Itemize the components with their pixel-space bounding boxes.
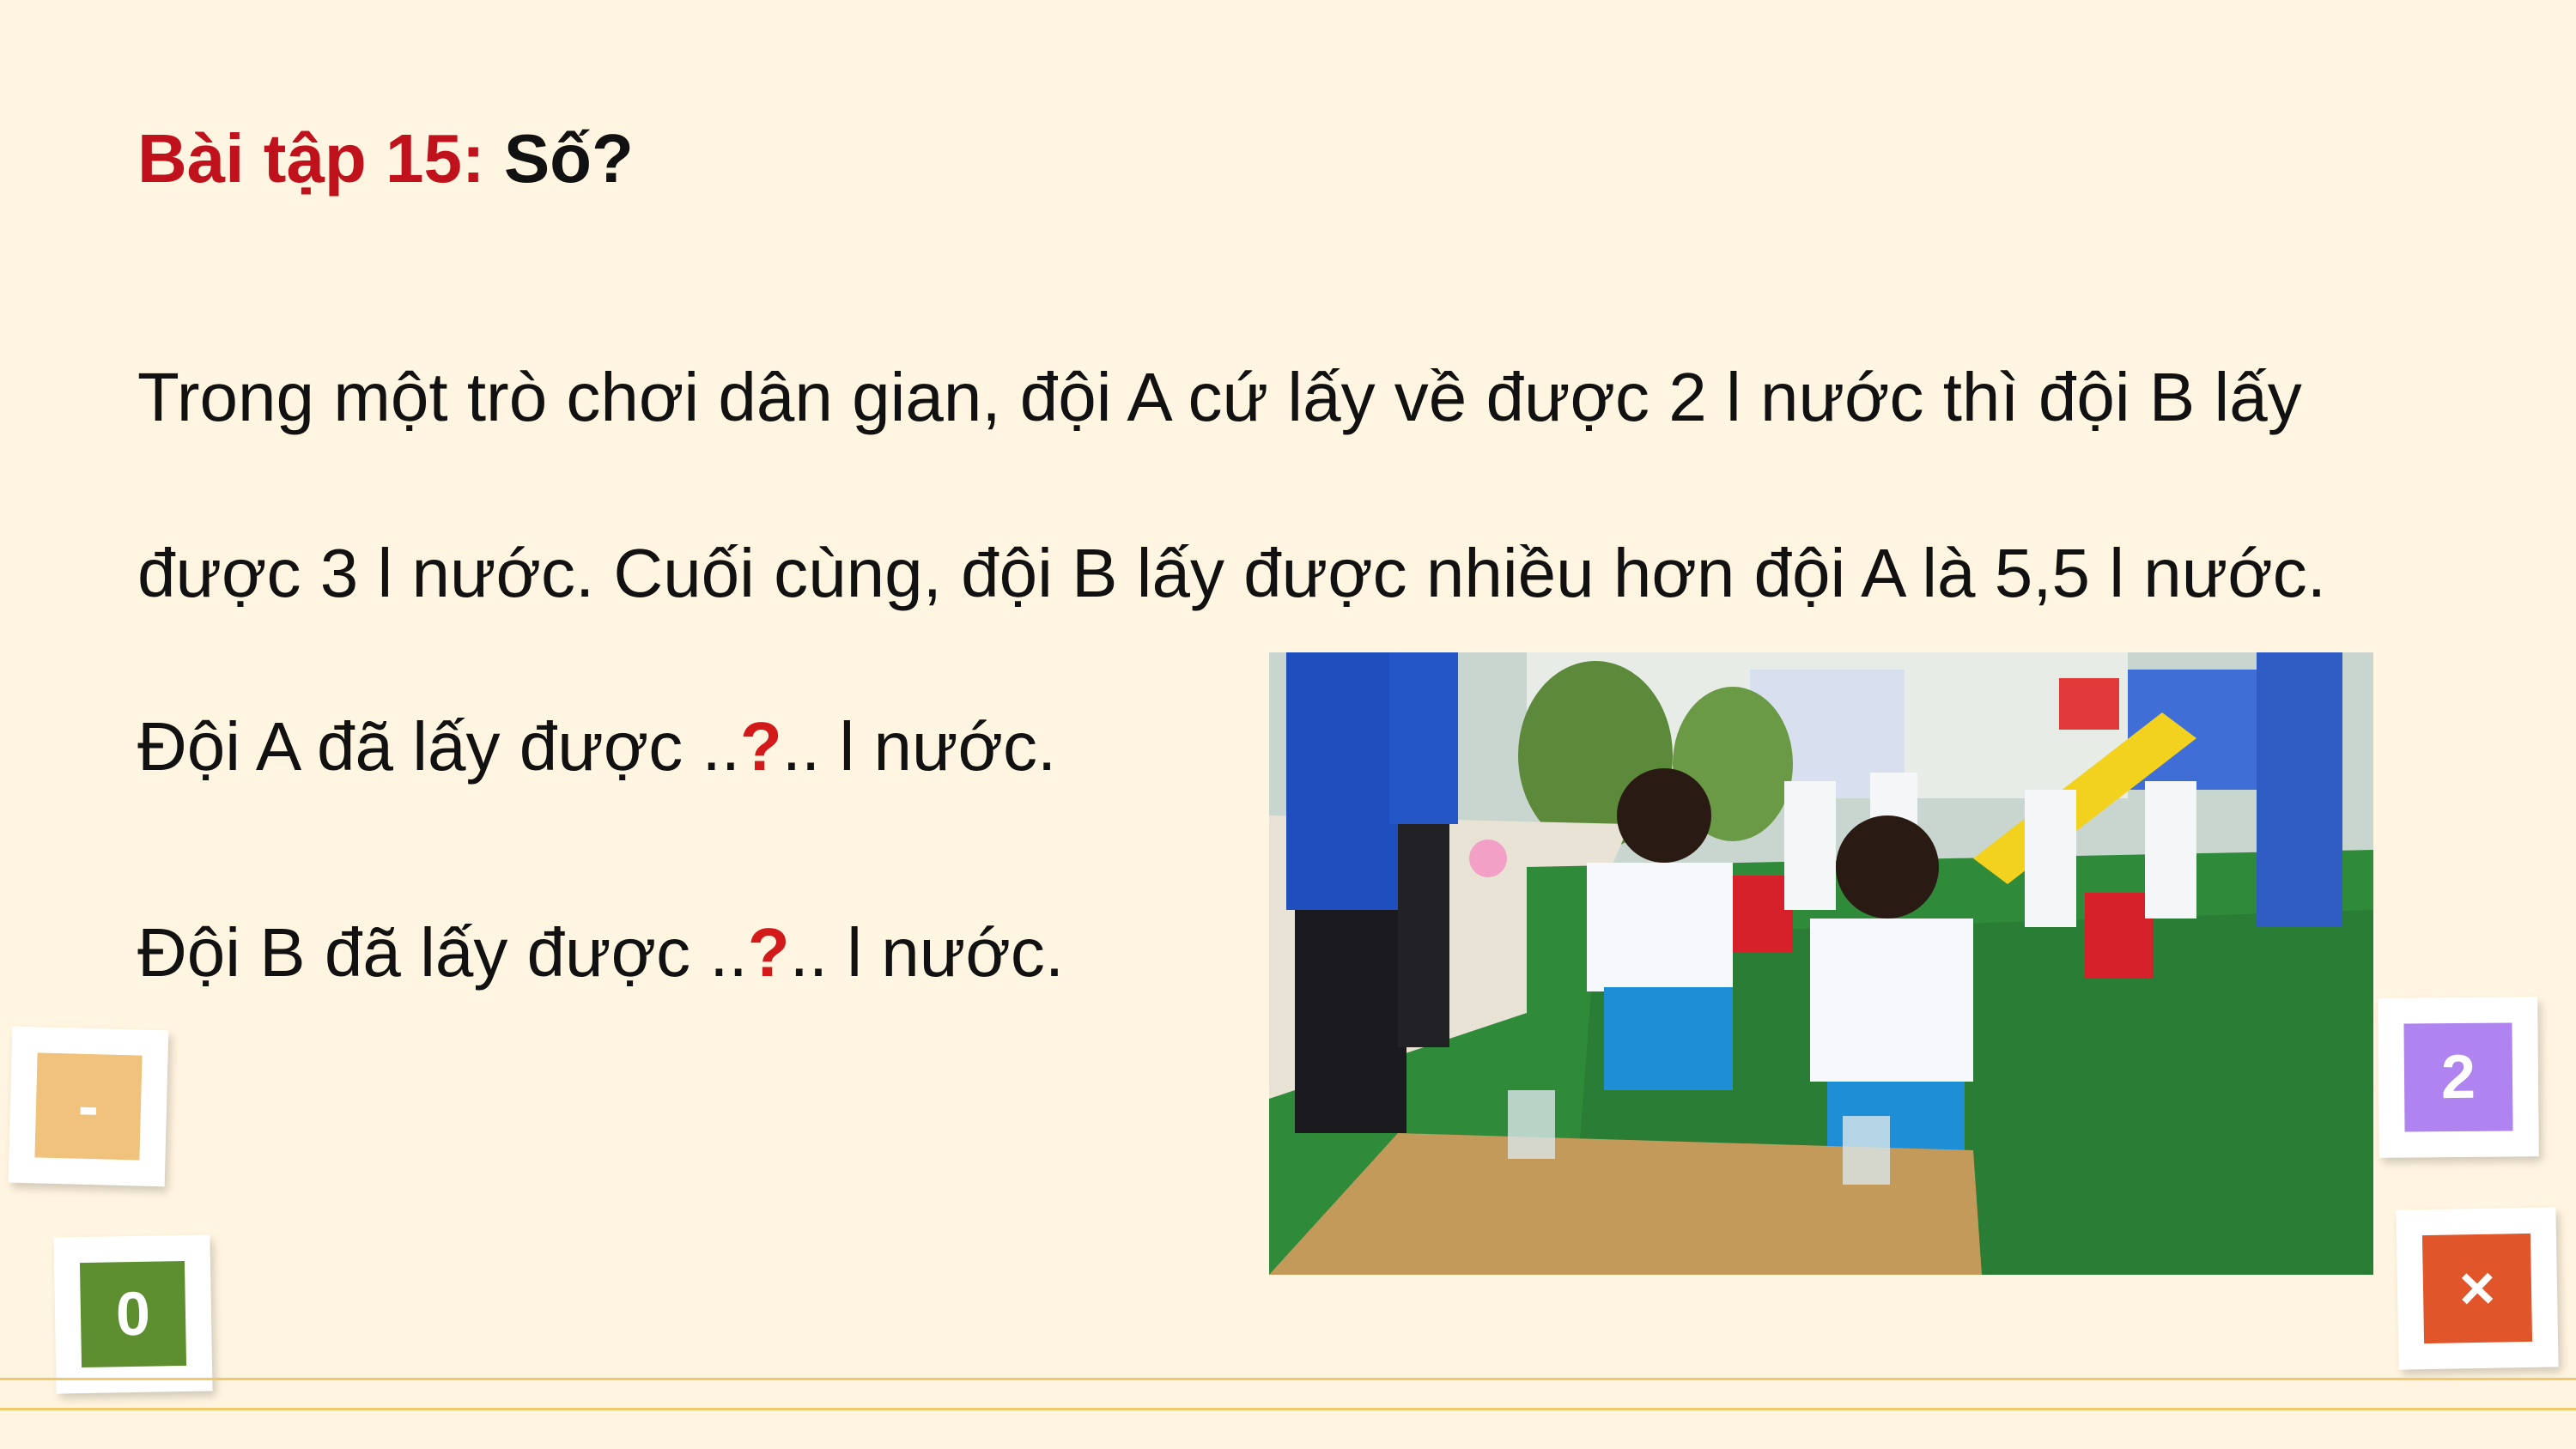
minus-tile[interactable]: - bbox=[34, 1052, 142, 1160]
problem-text bbox=[137, 309, 2524, 661]
footer-divider-top bbox=[0, 1378, 2576, 1380]
answer-a-suffix: .. l nước. bbox=[781, 708, 1057, 785]
answer-b-prefix: Đội B đã lấy được .. bbox=[137, 914, 748, 991]
times-tile[interactable]: × bbox=[2422, 1234, 2532, 1343]
two-tile[interactable]: 2 bbox=[2403, 1022, 2512, 1131]
answer-b-blank[interactable]: ? bbox=[747, 914, 790, 991]
problem-line-2: được 3 l nước. Cuối cùng, đội B lấy được nhiều hơn đội A là 5,5 l nước. bbox=[137, 535, 2326, 611]
card-two[interactable] bbox=[2378, 997, 2539, 1158]
children-game-photo bbox=[1269, 652, 2373, 1275]
problem-line-1: Trong một trò chơi dân gian, đội A cứ lấy về được 2 l nước thì đội B lấy bbox=[137, 359, 2302, 435]
answer-a-prefix: Đội A đã lấy được .. bbox=[137, 708, 740, 785]
card-minus[interactable] bbox=[9, 1027, 169, 1187]
answer-team-a bbox=[137, 700, 1056, 794]
answer-b-suffix: .. l nước. bbox=[789, 914, 1065, 991]
zero-tile[interactable]: 0 bbox=[80, 1261, 186, 1367]
exercise-title bbox=[137, 112, 634, 206]
exercise-label: Bài tập 15: bbox=[137, 120, 485, 197]
exercise-prompt: Số? bbox=[503, 120, 634, 197]
answer-a-blank[interactable]: ? bbox=[739, 708, 782, 785]
card-zero[interactable] bbox=[53, 1234, 212, 1393]
card-times[interactable] bbox=[2396, 1207, 2558, 1369]
answer-team-b bbox=[137, 906, 1064, 1000]
footer-divider-bottom bbox=[0, 1408, 2576, 1410]
